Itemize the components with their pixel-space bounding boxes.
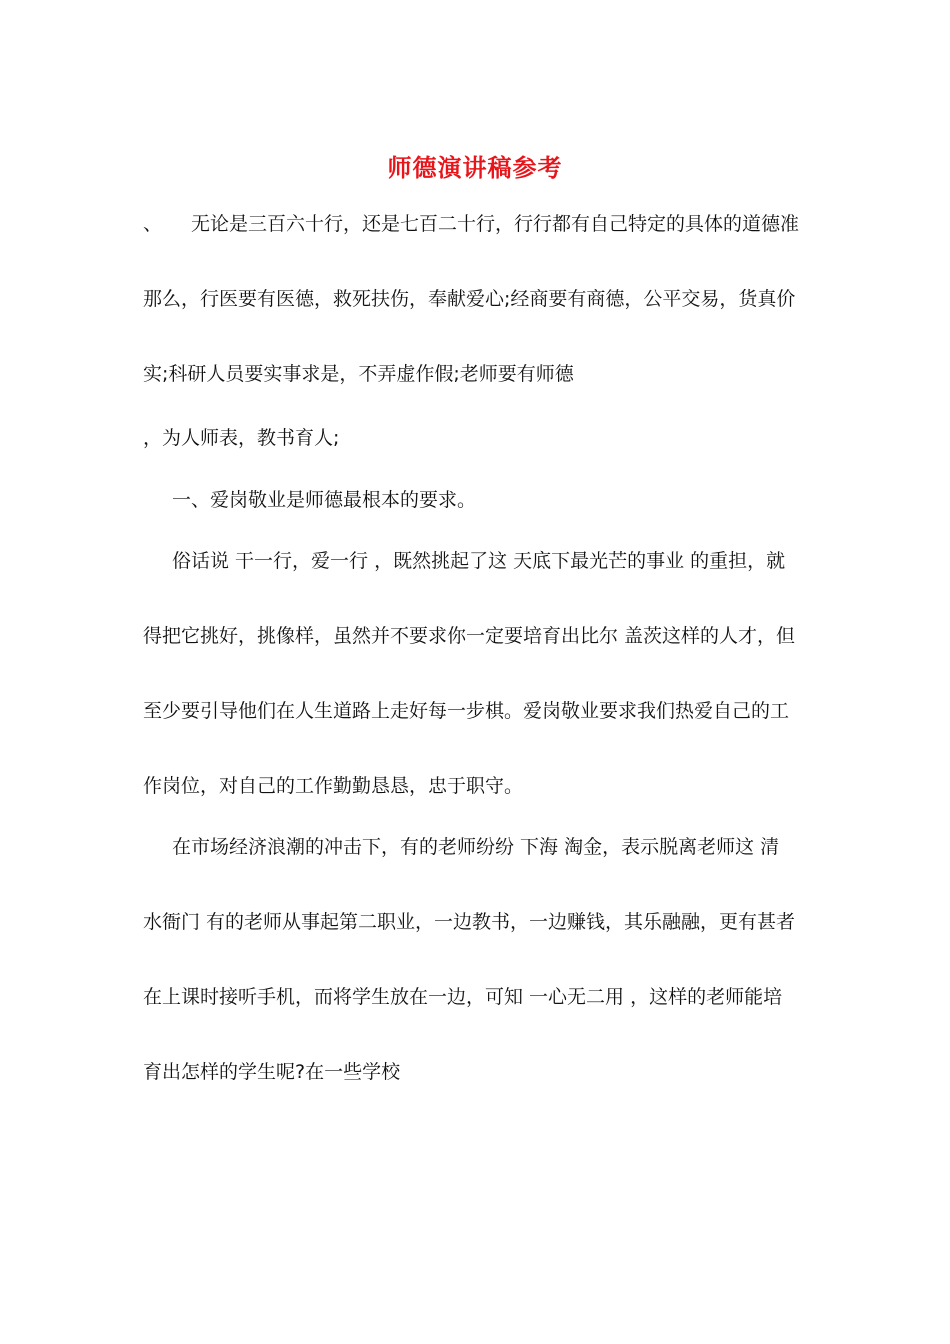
text-line-8: 至少要引导他们在人生道路上走好每一步棋。爱岗敬业要求我们热爱自己的工 bbox=[143, 700, 790, 722]
text-line-7: 得把它挑好，挑像样，虽然并不要求你一定要培育出比尔 盖茨这样的人才，但 bbox=[143, 625, 796, 647]
document-title: 师德演讲稿参考 bbox=[387, 153, 563, 182]
text-line-10: 在市场经济浪潮的冲击下，有的老师纷纷 下海 淘金，表示脱离老师这 清 bbox=[172, 836, 780, 858]
text-line-13: 育出怎样的学生呢?在一些学校 bbox=[143, 1061, 401, 1083]
text-line-1: 无论是三百六十行，还是七百二十行，行行都有自己特定的具体的道德准 bbox=[191, 213, 800, 235]
text-line-4: ，为人师表，教书育人; bbox=[143, 427, 340, 449]
text-line-9: 作岗位，对自己的工作勤勤恳恳，忠于职守。 bbox=[143, 775, 524, 797]
section-heading: 一、爱岗敬业是师德最根本的要求。 bbox=[172, 489, 477, 511]
text-line-3: 实;科研人员要实事求是，不弄虚作假;老师要有师德 bbox=[143, 363, 574, 385]
lead-mark: 、 bbox=[143, 213, 163, 235]
text-line-2: 那么，行医要有医德，救死扶伤，奉献爱心;经商要有商德，公平交易，货真价 bbox=[143, 288, 796, 310]
text-line-12: 在上课时接听手机，而将学生放在一边，可知 一心无二用 ，这样的老师能培 bbox=[143, 986, 783, 1008]
text-line-11: 水衙门 有的老师从事起第二职业，一边教书，一边赚钱，其乐融融，更有甚者 bbox=[143, 911, 796, 933]
text-line-6: 俗话说 干一行，爱一行 ，既然挑起了这 天底下最光芒的事业 的重担，就 bbox=[172, 550, 786, 572]
